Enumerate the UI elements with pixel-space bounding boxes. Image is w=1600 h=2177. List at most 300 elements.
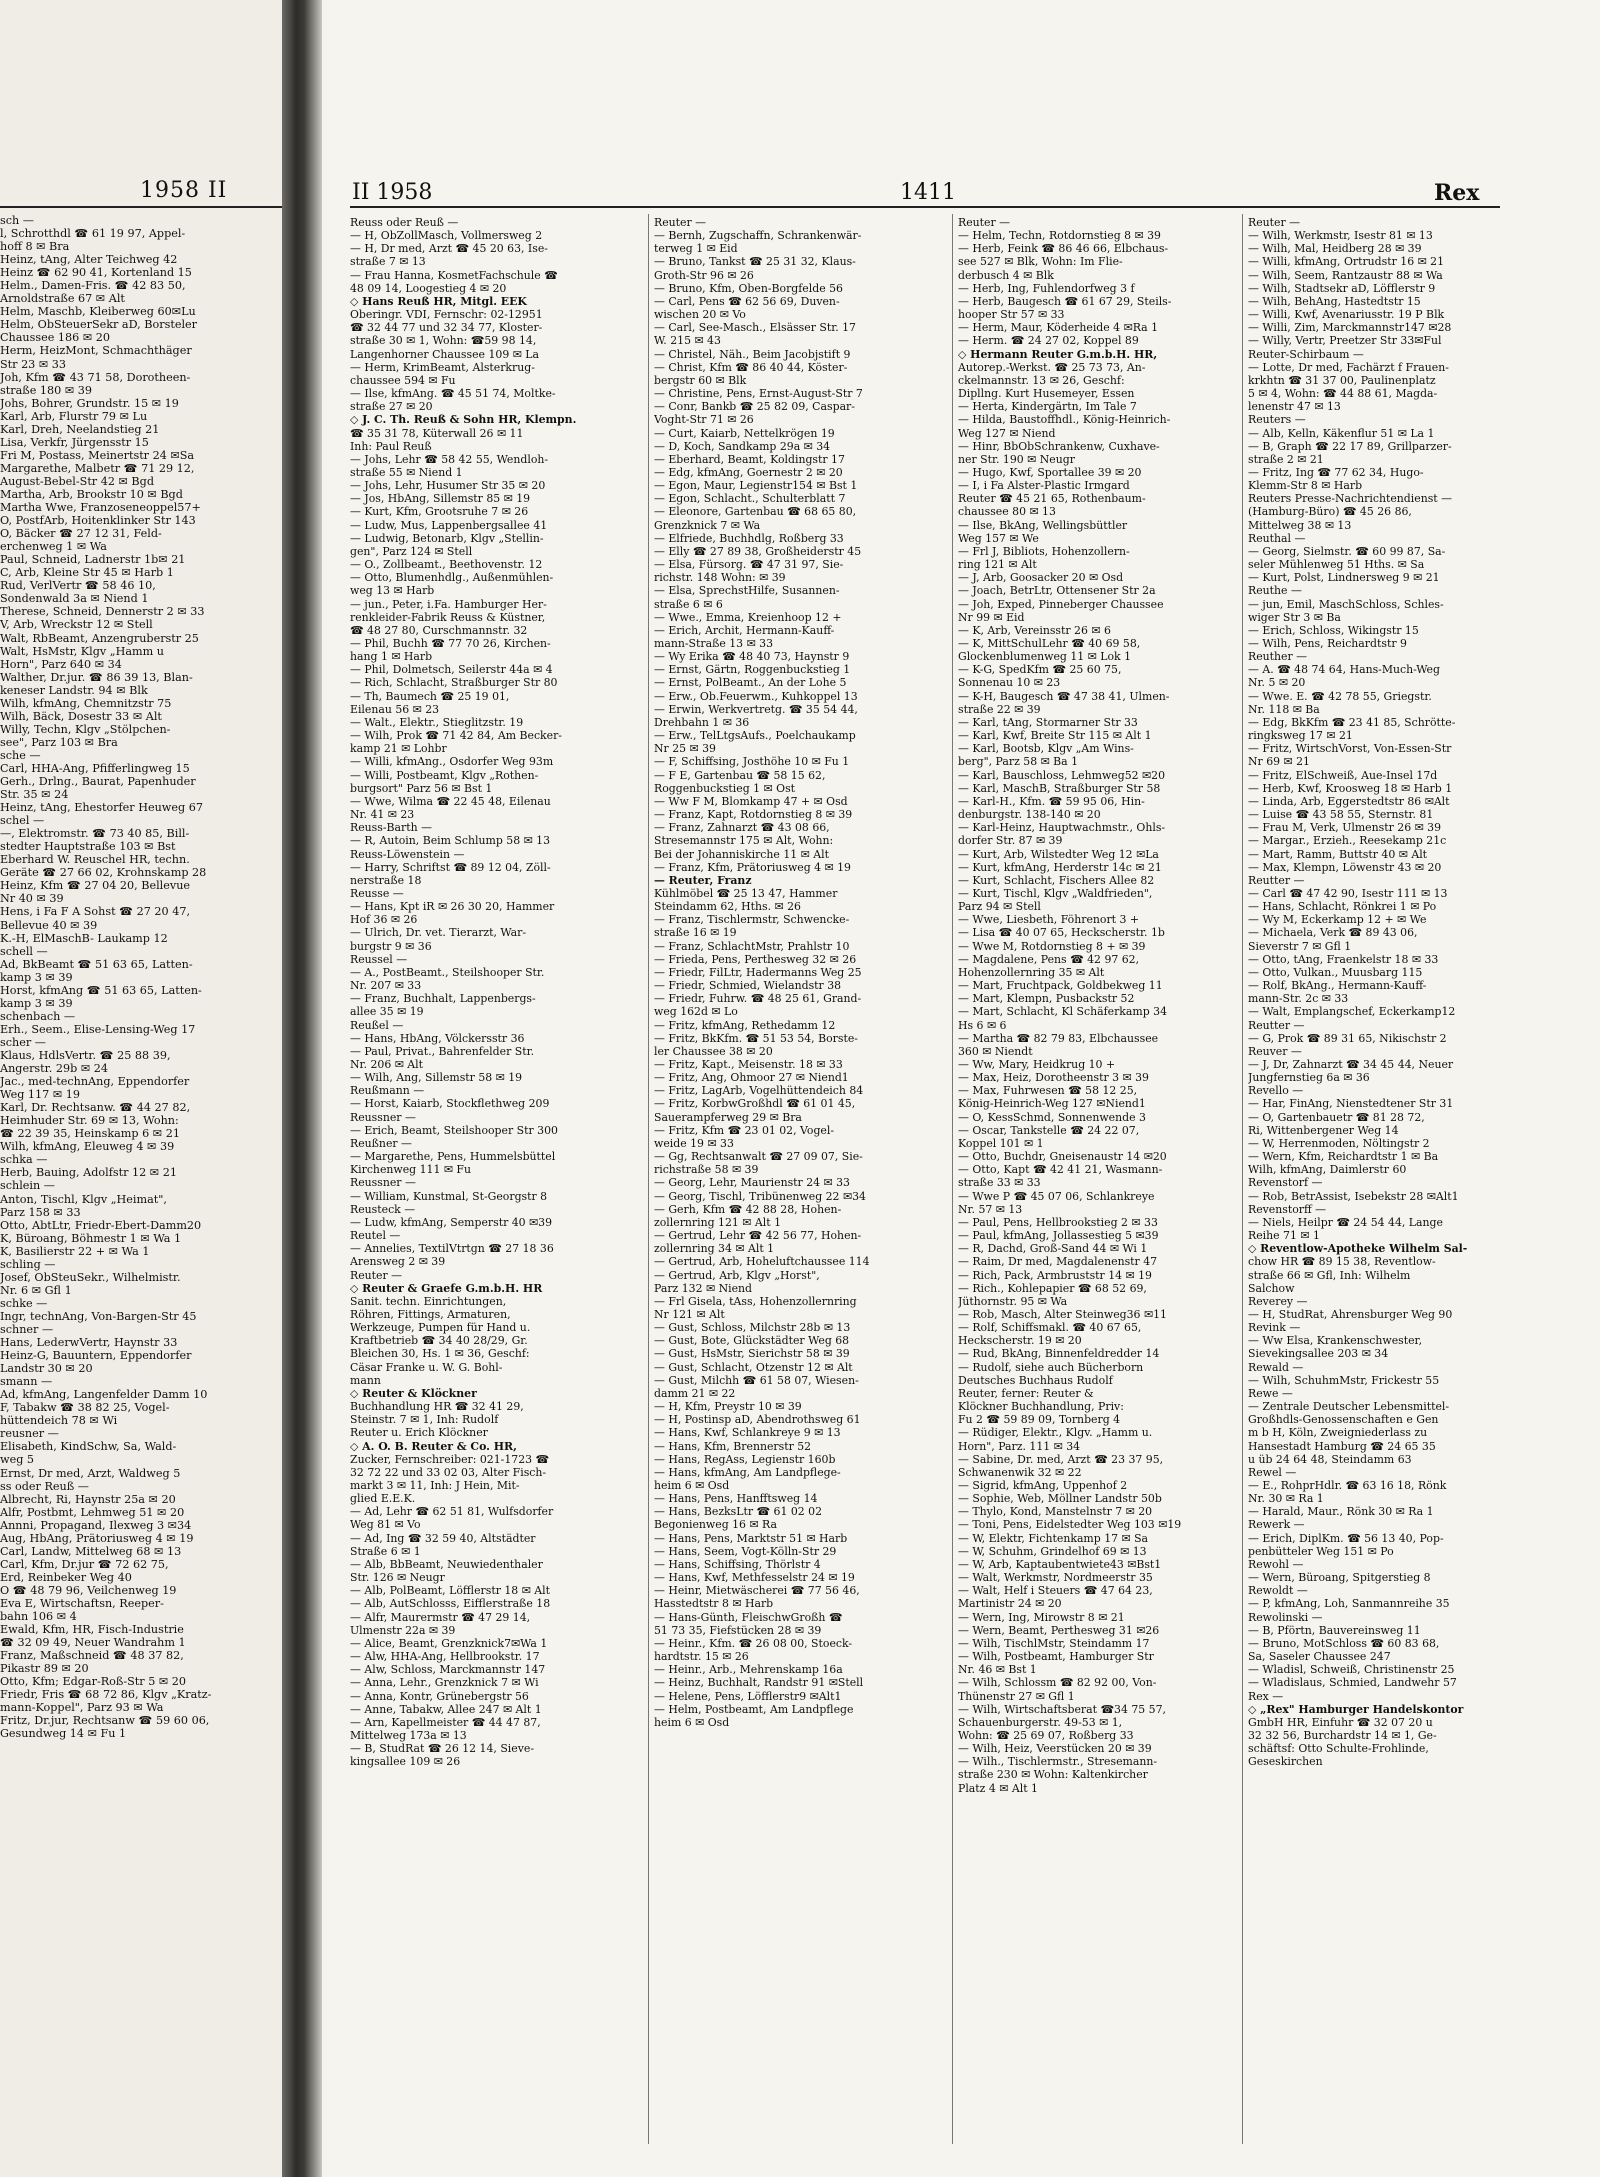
directory-entry-line: GmbH HR, Einfuhr ☎ 32 07 20 u [1248, 1715, 1433, 1729]
directory-entry-line: Chaussee 186 ✉ 20 [0, 331, 110, 345]
directory-entry-line: — Hans, Schiffsing, Thörlstr 4 [654, 1557, 821, 1571]
directory-entry-line: Reverey — [1248, 1294, 1308, 1308]
directory-entry-line: Reusse — [350, 886, 404, 900]
directory-entry-line: Alfr, Postbmt, Lehmweg 51 ✉ 20 [0, 1505, 185, 1519]
directory-entry-line: — K-G, SpedKfm ☎ 25 60 75, [958, 663, 1122, 677]
directory-entry-line: — F, Schiffsing, Josthöhe 10 ✉ Fu 1 [654, 755, 850, 769]
directory-entry-line: Nr. 57 ✉ 13 [958, 1202, 1023, 1216]
directory-entry-line: chaussee 80 ✉ 13 [958, 505, 1056, 519]
directory-entry-line: mann [350, 1373, 381, 1387]
directory-entry-line: ◇ Hermann Reuter G.m.b.H. HR, [958, 347, 1158, 361]
directory-entry-line: — K-H, Baugesch ☎ 47 38 41, Ulmen- [958, 689, 1170, 703]
directory-entry-line: Kraftbetrieb ☎ 34 40 28/29, Gr. [350, 1334, 528, 1348]
directory-entry-line: — Hans, Schlacht, Rönkrei 1 ✉ Po [1248, 900, 1437, 914]
directory-entry-line: Jungfernstieg 6a ✉ 36 [1248, 1071, 1370, 1085]
directory-entry-line: — Elly ☎ 27 89 38, Großheiderstr 45 [654, 544, 862, 558]
directory-entry-line: — Ludw, kfmAng, Semperstr 40 ✉39 [350, 1215, 553, 1229]
directory-entry-line: — Hans, HbAng, Völckersstr 36 [350, 1031, 525, 1045]
directory-entry-line: — Erich, Schloss, Wikingstr 15 [1248, 623, 1419, 637]
directory-entry-line: — Oscar, Tankstelle ☎ 24 22 07, [958, 1123, 1140, 1137]
directory-entry-line: — Georg, Lehr, Maurienstr 24 ✉ 33 [654, 1176, 850, 1190]
directory-entry-line: — Rob, Masch, Alter Steinweg36 ✉11 [958, 1307, 1167, 1321]
directory-column-4 [1248, 216, 1500, 1768]
directory-entry-line: Roggenbuckstieg 1 ✉ Ost [654, 781, 796, 795]
directory-entry-line: — Margar., Erzieh., Reesekamp 21c [1248, 834, 1447, 848]
directory-entry-line: bergstr 60 ✉ Blk [654, 373, 747, 387]
directory-entry-line: Fri M, Postass, Meinertstr 24 ✉Sa [0, 448, 195, 462]
directory-entry-line: — Luise ☎ 43 58 55, Sternstr. 81 [1248, 808, 1434, 822]
directory-entry-line: hoff 8 ✉ Bra [0, 240, 70, 254]
directory-entry-line: heim 6 ✉ Osd [654, 1479, 730, 1492]
directory-entry-line: Wilh, kfmAng, Chemnitzstr 75 [0, 696, 172, 710]
directory-entry-line: — Alice, Beamt, Grenzknick7✉Wa 1 [350, 1636, 548, 1650]
directory-entry-line: — Kurt, Tischl, Klgv „Waldfrieden", [958, 886, 1153, 900]
directory-entry-line: O, Bäcker ☎ 27 12 31, Feld- [0, 527, 162, 541]
directory-entry-line: — Ilse, BkAng, Wellingsbüttler [958, 518, 1128, 532]
directory-entry-line: Reuss-Barth — [350, 821, 432, 835]
directory-entry-line: Erh., Seem., Elise-Lensing-Weg 17 [0, 1022, 196, 1036]
directory-entry-line: Herb, Bauing, Adolfstr 12 ✉ 21 [0, 1166, 177, 1180]
directory-entry-line: — Rich, Pack, Armbruststr 14 ✉ 19 [958, 1268, 1152, 1282]
directory-entry-line: — Hans, BezksLtr ☎ 61 02 02 [654, 1505, 823, 1519]
directory-entry-line: — Walt, Helf i Steuers ☎ 47 64 23, [958, 1584, 1153, 1598]
directory-entry-line: — Franz, Tischlermstr, Schwencke- [654, 913, 850, 927]
directory-entry-line: — Fritz, WirtschVorst, Von-Essen-Str [1248, 742, 1452, 756]
directory-entry-line: Nr 25 ✉ 39 [654, 742, 716, 756]
directory-entry-line: 5 ✉ 4, Wohn: ☎ 44 88 61, Magda- [1248, 387, 1438, 401]
directory-entry-line: Revenstorf — [1248, 1176, 1323, 1190]
directory-entry-line: Horn", Parz 640 ✉ 34 [0, 657, 122, 671]
directory-entry-line: — Wilh., Tischlermstr., Stresemann- [958, 1755, 1158, 1769]
directory-entry-line: Autorep.-Werkst. ☎ 25 73 73, An- [958, 360, 1146, 374]
directory-entry-line: — Wwe. E. ☎ 42 78 55, Griegstr. [1248, 689, 1432, 703]
directory-entry-line: chow HR ☎ 89 15 38, Reventlow- [1248, 1255, 1436, 1269]
directory-entry-line: — Mart, Schlacht, Kl Schäferkamp 34 [958, 1005, 1168, 1019]
directory-entry-line: Geseskirchen [1248, 1755, 1323, 1769]
directory-entry-line: — Horst, Kaiarb, Stockflethweg 209 [350, 1097, 550, 1111]
directory-entry-line: — Elsa, Fürsorg. ☎ 47 31 97, Sie- [654, 558, 844, 572]
directory-entry-line: Parz 158 ✉ 33 [0, 1205, 81, 1219]
directory-entry-line: — Gertrud, Arb, Hoheluftchaussee 114 [654, 1255, 870, 1269]
directory-entry-line: stedter Hauptstraße 103 ✉ Bst [0, 840, 176, 854]
directory-entry-line: Rewald — [1248, 1360, 1304, 1374]
directory-entry-line: — Raim, Dr med, Magdalenenstr 47 [958, 1255, 1158, 1269]
directory-entry-line: — O, Gartenbauetr ☎ 81 28 72, [1248, 1110, 1425, 1124]
directory-entry-line: Kirchenweg 111 ✉ Fu [350, 1163, 472, 1177]
directory-entry-line: — Rolf, BkAng., Hermann-Kauff- [1248, 979, 1427, 993]
directory-entry-line: 32 32 56, Burchardstr 14 ✉ 1, Ge- [1248, 1728, 1437, 1742]
directory-entry-line: F, Tabakw ☎ 38 82 25, Vogel- [0, 1401, 170, 1415]
directory-entry-line: — Karl-H., Kfm. ☎ 59 95 06, Hin- [958, 794, 1145, 808]
directory-entry-line: — Fritz, Kfm ☎ 23 01 02, Vogel- [654, 1123, 835, 1137]
directory-entry-line: glied E.E.K. [350, 1492, 416, 1506]
directory-entry-line: Klaus, HdlsVertr. ☎ 25 88 39, [0, 1049, 171, 1062]
directory-entry-line: — Fritz, BkKfm. ☎ 51 53 54, Borste- [654, 1031, 858, 1045]
directory-entry-line: Nr. 118 ✉ Ba [1248, 702, 1320, 716]
directory-entry-line: Schwanenwik 32 ✉ 22 [958, 1465, 1082, 1479]
directory-entry-line: — Willi, kfmAng., Osdorfer Weg 93m [350, 755, 554, 769]
directory-entry-line: bahn 106 ✉ 4 [0, 1610, 77, 1624]
directory-entry-line: — Karl, Kwf, Breite Str 115 ✉ Alt 1 [958, 729, 1152, 743]
directory-entry-line: — Paul, Privat., Bahrenfelder Str. [350, 1044, 535, 1058]
directory-entry-line: Gesundweg 14 ✉ Fu 1 [0, 1727, 127, 1741]
directory-entry-line: Johs, Bohrer, Grundstr. 15 ✉ 19 [0, 396, 179, 410]
directory-column-2 [654, 216, 948, 1729]
directory-entry-line: — Heinr., Arb., Mehrenskamp 16a [654, 1663, 843, 1677]
directory-entry-line: — Wwe P ☎ 45 07 06, Schlankreye [958, 1189, 1155, 1203]
directory-entry-line: — Wilh, SchuhmMstr, Frickestr 55 [1248, 1373, 1440, 1387]
directory-entry-line: — Frl J, Bibliots, Hohenzollern- [958, 544, 1130, 558]
directory-entry-line: — Herm. ☎ 24 27 02, Koppel 89 [958, 334, 1139, 348]
directory-entry-line: — Fritz, Kapt., Meisenstr. 18 ✉ 33 [654, 1058, 843, 1071]
right-page [322, 0, 1600, 2177]
directory-entry-line: — Hans, Kpt iR ✉ 26 30 20, Hammer [350, 900, 555, 914]
directory-entry-line: — Har, FinAng, Nienstedtener Str 31 [1248, 1097, 1454, 1111]
directory-entry-line: — Alb, AutSchlosss, Eifflerstraße 18 [350, 1597, 551, 1611]
directory-entry-line: — O, KessSchmd, Sonnenwende 3 [958, 1110, 1146, 1124]
directory-entry-line: Reuter u. Erich Klöckner [350, 1426, 488, 1440]
directory-entry-line: Reuter — [350, 1268, 403, 1282]
directory-entry-line: — Michaela, Verk ☎ 89 43 06, [1248, 926, 1418, 940]
directory-entry-line: — Frl Gisela, tAss, Hohenzollernring [654, 1294, 857, 1308]
page-label: II 1958 [352, 180, 433, 205]
directory-entry-line: schell — [0, 944, 48, 958]
directory-entry-line: — Erw., TelLtgsAufs., Poelchaukamp [654, 729, 856, 743]
directory-entry-line: Reuters — [1248, 413, 1306, 427]
directory-entry-line: — G, Prok ☎ 89 31 65, Nikischstr 2 [1248, 1031, 1447, 1045]
directory-entry-line: — Karl, MaschB, Straßburger Str 58 [958, 781, 1161, 795]
directory-entry-line: — Mart, Klempn, Pusbackstr 52 [958, 992, 1135, 1006]
directory-entry-line: Inh: Paul Reuß [350, 439, 432, 453]
directory-entry-line: — Harald, Maur., Rönk 30 ✉ Ra 1 [1248, 1505, 1434, 1519]
directory-entry-line: — Eberhard, Beamt, Koldingstr 17 [654, 452, 845, 466]
directory-entry-line: — Herb, Kwf, Kroosweg 18 ✉ Harb 1 [1248, 781, 1453, 795]
directory-entry-line: — Wwe M, Rotdornstieg 8 + ✉ 39 [958, 939, 1146, 953]
directory-entry-line: Karl, Arb, Flurstr 79 ✉ Lu [0, 409, 148, 423]
directory-entry-line: — Walt, Werkmstr, Nordmeerstr 35 [958, 1571, 1153, 1585]
directory-entry-line: ner Str. 190 ✉ Neugr [958, 452, 1075, 466]
directory-entry-line: — E., RohprHdlr. ☎ 63 16 18, Rönk [1248, 1479, 1447, 1492]
directory-entry-line: straße 180 ✉ 39 [0, 383, 92, 397]
directory-entry-line: nerstraße 18 [350, 873, 422, 887]
directory-entry-line: Otto, AbtLtr, Friedr-Ebert-Damm20 [0, 1218, 202, 1232]
directory-entry-line: ☎ 22 39 35, Heinskamp 6 ✉ 21 [0, 1127, 180, 1141]
directory-entry-line: — Willi, Kwf, Avenariusstr. 19 P Blk [1248, 308, 1445, 322]
directory-entry-line: straße 66 ✉ Gfl, Inh: Wilhelm [1248, 1268, 1411, 1282]
directory-entry-line: — Rudolf, siehe auch Bücherborn [958, 1360, 1144, 1374]
directory-entry-line: — Bruno, MotSchloss ☎ 60 83 68, [1248, 1636, 1440, 1650]
directory-entry-line: Ulmenstr 22a ✉ 39 [350, 1623, 456, 1637]
left-header-rule [0, 206, 282, 208]
page-number: 1411 [900, 180, 956, 205]
directory-entry-line: Bleichen 30, Hs. 1 ✉ 36, Geschf: [350, 1347, 530, 1361]
directory-entry-line: — Georg, Tischl, Tribünenweg 22 ✉34 [654, 1189, 866, 1203]
directory-entry-line: u üb 24 64 48, Steindamm 63 [1248, 1452, 1412, 1466]
directory-entry-line: — Reuter, Franz [654, 873, 752, 887]
directory-entry-line: kamp 3 ✉ 39 [0, 970, 73, 984]
directory-entry-line: Hens, i Fa F A Sohst ☎ 27 20 47, [0, 905, 191, 919]
directory-entry-line: — Paul, kfmAng, Jollassestieg 5 ✉39 [958, 1229, 1159, 1243]
directory-entry-line: kingsallee 109 ✉ 26 [350, 1755, 461, 1769]
directory-entry-line: burgstr 9 ✉ 36 [350, 939, 432, 953]
directory-entry-line: scher — [0, 1035, 46, 1049]
directory-entry-line: — Franz, Kapt, Rotdornstieg 8 ✉ 39 [654, 808, 853, 822]
directory-entry-line: — Rolf, Schiffsmakl. ☎ 40 67 65, [958, 1321, 1142, 1335]
directory-entry-line: Reusteck — [350, 1202, 416, 1216]
directory-entry-line: straße 55 ✉ Niend 1 [350, 465, 463, 479]
directory-entry-line: Nr. 30 ✉ Ra 1 [1248, 1492, 1324, 1506]
directory-entry-line: — Gust, Bote, Glückstädter Weg 68 [654, 1334, 850, 1348]
directory-entry-line: Eilenau 56 ✉ 23 [350, 702, 440, 716]
directory-entry-line: Revink — [1248, 1321, 1301, 1335]
directory-entry-line: — Bruno, Kfm, Oben-Borgfelde 56 [654, 281, 843, 295]
directory-entry-line: Nr. 6 ✉ Gfl 1 [0, 1283, 72, 1297]
directory-entry-line: Stresemannstr 175 ✉ Alt, Wohn: [654, 834, 834, 848]
directory-entry-line: — Ludwig, Betonarb, Klgv „Stellin- [350, 531, 544, 545]
directory-entry-line: schlein — [0, 1179, 55, 1193]
directory-entry-line: — O., Zollbeamt., Beethovenstr. 12 [350, 558, 543, 572]
directory-entry-line: — Hans-Günth, FleischwGroßh ☎ [654, 1610, 843, 1624]
directory-entry-line: (Hamburg-Büro) ☎ 45 26 86, [1248, 505, 1412, 519]
directory-entry-line: Joh, Kfm ☎ 43 71 58, Dorotheen- [0, 370, 191, 384]
directory-entry-line: — Gertrud, Arb, Klgv „Horst", [654, 1268, 820, 1282]
directory-entry-line: — Harry, Schriftst ☎ 89 12 04, Zöll- [350, 860, 551, 874]
directory-entry-line: Helm, Maschb, Kleiberweg 60✉Lu [0, 305, 196, 319]
directory-entry-line: Wilh, kfmAng, Daimlerstr 60 [1248, 1163, 1407, 1177]
directory-entry-line: — Carl, See-Masch., Elsässer Str. 17 [654, 321, 856, 335]
directory-entry-line: ◇ Reventlow-Apotheke Wilhelm Sal- [1248, 1242, 1468, 1256]
directory-entry-line: Nr 69 ✉ 21 [1248, 755, 1310, 769]
directory-entry-line: Anton, Tischl, Klgv „Heimat", [0, 1192, 167, 1206]
directory-entry-line: — Herm, KrimBeamt, Alsterkrug- [350, 360, 535, 374]
directory-entry-line: — Christ, Kfm ☎ 86 40 44, Köster- [654, 360, 848, 374]
directory-entry-line: — Alb, Kelln, Käkenflur 51 ✉ La 1 [1248, 426, 1435, 440]
directory-entry-line: Wilh, kfmAng, Eleuweg 4 ✉ 39 [0, 1140, 175, 1154]
directory-entry-line: Sonnenau 10 ✉ 23 [958, 676, 1061, 690]
directory-entry-line: berg", Parz 58 ✉ Ba 1 [958, 755, 1079, 769]
directory-entry-line: Ad, BkBeamt ☎ 51 63 65, Latten- [0, 957, 193, 971]
directory-entry-line: Annni, Propagand, Ilexweg 3 ✉34 [0, 1518, 192, 1532]
directory-entry-line: — Bernh, Zugschaffn, Schrankenwär- [654, 229, 862, 243]
directory-entry-line: — Erich, Beamt, Steilshooper Str 300 [350, 1123, 558, 1137]
directory-entry-line: markt 3 ✉ 11, Inh: J Hein, Mit- [350, 1479, 520, 1492]
directory-entry-line: 32 72 22 und 33 02 03, Alter Fisch- [350, 1465, 547, 1479]
directory-entry-line: denburgstr. 138-140 ✉ 20 [958, 808, 1101, 822]
directory-entry-line: — J, Dr, Zahnarzt ☎ 34 45 44, Neuer [1248, 1058, 1454, 1071]
directory-entry-line: O ☎ 48 79 96, Veilchenweg 19 [0, 1583, 177, 1597]
directory-entry-line: — Joach, BetrLtr, Ottensener Str 2a [958, 584, 1156, 598]
directory-entry-line: — Helm, Postbeamt, Am Landpflege [654, 1702, 854, 1716]
directory-entry-line: — Edg, kfmAng, Goernestr 2 ✉ 20 [654, 465, 843, 479]
directory-entry-line: — Phil, Dolmetsch, Seilerstr 44a ✉ 4 [350, 663, 553, 677]
directory-entry-line: Reußel — [350, 1018, 404, 1032]
directory-entry-line: K.-H, ElMaschB- Laukamp 12 [0, 931, 168, 945]
directory-entry-line: richstraße 58 ✉ 39 [654, 1163, 759, 1177]
directory-entry-line: Reußner — [350, 1136, 412, 1150]
directory-entry-line: Hasstedtstr 8 ✉ Harb [654, 1597, 774, 1611]
directory-entry-line: — Gust, HsMstr, Sierichstr 58 ✉ 39 [654, 1347, 850, 1361]
directory-entry-line: — Fritz, kfmAng, Rethedamm 12 [654, 1018, 836, 1032]
directory-entry-line: — Gust, Schloss, Milchstr 28b ✉ 13 [654, 1321, 851, 1335]
directory-entry-line: Nr. 206 ✉ Alt [350, 1058, 424, 1071]
directory-entry-line: — Friedr, FilLtr, Hadermanns Weg 25 [654, 965, 862, 979]
directory-entry-line: — K, Arb, Vereinsstr 26 ✉ 6 [958, 623, 1111, 637]
directory-entry-line: — Thylo, Kond, Manstelnstr 7 ✉ 20 [958, 1505, 1153, 1519]
directory-entry-line: — Gust, Milchh ☎ 61 58 07, Wiesen- [654, 1373, 859, 1387]
directory-entry-line: — Wilh, Werkmstr, Isestr 81 ✉ 13 [1248, 229, 1433, 243]
directory-entry-line: — Fritz, LagArb, Vogelhüttendeich 84 [654, 1084, 864, 1098]
directory-entry-line: — Hilda, Baustoffhdl., König-Heinrich- [958, 413, 1171, 427]
directory-entry-line: Martinistr 24 ✉ 20 [958, 1597, 1062, 1611]
directory-entry-line: — Bruno, Tankst ☎ 25 31 32, Klaus- [654, 255, 856, 269]
directory-entry-line: see", Parz 103 ✉ Bra [0, 735, 118, 749]
directory-entry-line: — Karl, Bootsb, Klgv „Am Wins- [958, 742, 1134, 756]
directory-entry-line: — Wilh, TischlMstr, Steindamm 17 [958, 1636, 1150, 1650]
directory-entry-line: Bei der Johanniskirche 11 ✉ Alt [654, 847, 829, 861]
directory-entry-line: — Franz, Kfm, Prätoriusweg 4 ✉ 19 [654, 860, 851, 874]
directory-entry-line: — Hans, Pens, Hanfftsweg 14 [654, 1492, 818, 1506]
directory-entry-line: Aug, HbAng, Prätoriusweg 4 ✉ 19 [0, 1531, 194, 1545]
directory-entry-line: Weg 157 ✉ We [958, 531, 1039, 545]
directory-entry-line: Revenstorff — [1248, 1202, 1327, 1216]
directory-entry-line: damm 21 ✉ 22 [654, 1386, 736, 1400]
directory-entry-line: ◇ „Rex" Hamburger Handelskontor [1248, 1702, 1464, 1716]
directory-entry-line: — Wladislaus, Schmied, Landwehr 57 [1248, 1676, 1457, 1690]
directory-entry-line: — Gust, Schlacht, Otzenstr 12 ✉ Alt [654, 1360, 853, 1374]
directory-entry-line: — Herb, Baugesch ☎ 61 67 29, Steils- [958, 294, 1172, 308]
directory-entry-line: krkhtn ☎ 31 37 00, Paulinenplatz [1248, 373, 1436, 387]
directory-entry-line: — Walt, Emplangschef, Eckerkamp12 [1248, 1005, 1456, 1019]
directory-entry-line: schling — [0, 1257, 56, 1271]
directory-entry-line: ss oder Reuß — [0, 1479, 89, 1493]
directory-entry-line: — Otto, Blumenhdlg., Außenmühlen- [350, 571, 554, 585]
directory-entry-line: — Mart, Fruchtpack, Goldbekweg 11 [958, 979, 1163, 993]
directory-entry-line: 48 09 14, Loogestieg 4 ✉ 20 [350, 281, 507, 295]
directory-entry-line: — Christine, Pens, Ernst-August-Str 7 [654, 387, 863, 401]
directory-entry-line: Karl, Dr. Rechtsanw. ☎ 44 27 82, [0, 1101, 191, 1115]
directory-entry-line: — Rüdiger, Elektr., Klgv. „Hamm u. [958, 1426, 1153, 1440]
directory-entry-line: — Erwin, Werkvertretg. ☎ 35 54 44, [654, 702, 858, 716]
directory-entry-line: Ad, kfmAng, Langenfelder Damm 10 [0, 1388, 208, 1402]
directory-entry-line: — Ww Elsa, Krankenschwester, [1248, 1334, 1423, 1348]
directory-entry-line: straße 7 ✉ 13 [350, 255, 426, 269]
directory-entry-line: — Wilh, Schlossm ☎ 82 92 00, Von- [958, 1676, 1157, 1690]
directory-entry-line: — Toni, Pens, Eidelstedter Weg 103 ✉19 [958, 1518, 1182, 1532]
directory-entry-line: Oberingr. VDI, Fernschr: 02-12951 [350, 308, 543, 322]
directory-entry-line: straße 2 ✉ 21 [1248, 452, 1324, 466]
directory-entry-line: August-Bebel-Str 42 ✉ Bgd [0, 474, 154, 488]
directory-entry-line: — Fritz, ElSchweiß, Aue-Insel 17d [1248, 768, 1438, 782]
directory-entry-line: Reutter — [1248, 873, 1305, 887]
directory-entry-line: — Erich, DiplKm. ☎ 56 13 40, Pop- [1248, 1531, 1444, 1545]
directory-entry-line: zollernring 34 ✉ Alt 1 [654, 1242, 775, 1256]
left-page-column [0, 214, 282, 1740]
directory-entry-line: — Otto, Kapt ☎ 42 41 21, Wasmann- [958, 1163, 1163, 1177]
directory-entry-line: Rewoldt — [1248, 1584, 1308, 1598]
directory-entry-line: — Wwe, Liesbeth, Föhrenort 3 + [958, 913, 1140, 927]
directory-entry-line: weide 19 ✉ 33 [654, 1136, 734, 1150]
directory-entry-line: — Linda, Arb, Eggerstedtstr 86 ✉Alt [1248, 794, 1450, 808]
directory-entry-line: König-Heinrich-Weg 127 ✉Niend1 [958, 1097, 1146, 1111]
directory-entry-line: — Rich., Kohlepapier ☎ 68 52 69, [958, 1281, 1147, 1295]
directory-entry-line: Nr 40 ✉ 39 [0, 892, 64, 906]
directory-entry-line: derbusch 4 ✉ Blk [958, 268, 1054, 282]
directory-entry-line: renkleider-Fabrik Reuss & Küstner, [350, 610, 546, 624]
directory-entry-line: Mittelweg 173a ✉ 13 [350, 1728, 467, 1742]
directory-entry-line: — W, Arb, Kaptaubentwiete43 ✉Bst1 [958, 1557, 1162, 1571]
directory-entry-line: — Lisa ☎ 40 07 65, Heckscherstr. 1b [958, 926, 1165, 940]
directory-entry-line: — Ernst, Gärtn, Roggenbuckstieg 1 [654, 663, 851, 677]
directory-entry-line: — Hans, Kwf, Methfesselstr 24 ✉ 19 [654, 1571, 855, 1585]
directory-entry-line: — Helm, Techn, Rotdornstieg 8 ✉ 39 [958, 229, 1161, 243]
directory-entry-line: — Max, Heiz, Dorotheenstr 3 ✉ 39 [958, 1071, 1149, 1085]
directory-entry-line: Bellevue 40 ✉ 39 [0, 918, 98, 932]
directory-entry-line: Fritz, Dr.jur, Rechtsanw ☎ 59 60 06, [0, 1714, 210, 1728]
directory-entry-line: W. 215 ✉ 43 [654, 334, 721, 348]
directory-entry-line: gen", Parz 124 ✉ Stell [350, 544, 473, 558]
directory-entry-line: — Anne, Tabakw, Allee 247 ✉ Alt 1 [350, 1702, 542, 1716]
directory-entry-line: Röhren, Fittings, Armaturen, [350, 1307, 511, 1321]
directory-entry-line: Sieverstr 7 ✉ Gfl 1 [1248, 939, 1352, 953]
directory-entry-line: Str. 126 ✉ Neugr [350, 1571, 445, 1585]
directory-entry-line: Sondenwald 3a ✉ Niend 1 [0, 592, 149, 606]
directory-entry-line: l, Schrotthdl ☎ 61 19 97, Appel- [0, 227, 186, 241]
directory-entry-line: — A., PostBeamt., Steilshooper Str. [350, 965, 545, 979]
directory-entry-line: Reuver — [1248, 1044, 1302, 1058]
directory-entry-line: Weg 127 ✉ Niend [958, 426, 1056, 440]
directory-entry-line: Salchow [1248, 1281, 1295, 1295]
directory-entry-line: Erd, Reinbeker Weg 40 [0, 1570, 132, 1584]
directory-entry-line: — Ernst, PolBeamt., An der Lohe 5 [654, 676, 847, 690]
directory-entry-line: Angerstr. 29b ✉ 24 [0, 1062, 109, 1076]
directory-entry-line: — Fritz, KorbwGroßhdl ☎ 61 01 45, [654, 1097, 856, 1111]
directory-entry-line: straße 33 ✉ 33 [958, 1176, 1041, 1190]
directory-entry-line: schka — [0, 1153, 48, 1167]
directory-entry-line: — Wilh, Seem, Rantzaustr 88 ✉ Wa [1248, 268, 1443, 282]
directory-entry-line: — Willi, Zim, Marckmannstr147 ✉28 [1248, 321, 1452, 335]
directory-entry-line: — Ulrich, Dr. vet. Tierarzt, War- [350, 926, 527, 940]
directory-entry-line: — Erw., Ob.Feuerwm., Kuhkoppel 13 [654, 689, 858, 703]
directory-entry-line: 360 ✉ Niendt [958, 1044, 1033, 1058]
directory-entry-line: Begonienweg 16 ✉ Ra [654, 1518, 777, 1532]
directory-entry-line: Herm, HeizMont, Schmachthäger [0, 344, 192, 358]
directory-entry-line: Sievekingsallee 203 ✉ 34 [1248, 1347, 1389, 1361]
directory-entry-line: straße 16 ✉ 19 [654, 926, 737, 940]
directory-entry-line: schke — [0, 1296, 48, 1310]
directory-entry-line: Martha Wwe, Franzoseneoppel57+ [0, 501, 201, 515]
directory-entry-line: ringksweg 17 ✉ 21 [1248, 729, 1353, 743]
directory-entry-line: Wohn: ☎ 25 69 07, Roßberg 33 [958, 1728, 1134, 1742]
directory-entry-line: — Wilh, Mal, Heidberg 28 ✉ 39 [1248, 242, 1422, 256]
directory-entry-line: zollernring 121 ✉ Alt 1 [654, 1215, 782, 1229]
directory-entry-line: — Heinr., Kfm. ☎ 26 08 00, Stoeck- [654, 1636, 853, 1650]
directory-entry-line: — P, kfmAng, Loh, Sanmannreihe 35 [1248, 1597, 1450, 1611]
directory-entry-line: wischen 20 ✉ Vo [654, 308, 746, 322]
directory-entry-line: ◇ J. C. Th. Reuß & Sohn HR, Klempn. [350, 413, 577, 427]
directory-entry-line: V, Arb, Wreckstr 12 ✉ Stell [0, 618, 153, 632]
directory-entry-line: keneser Landstr. 94 ✉ Blk [0, 683, 148, 697]
directory-entry-line: — Karl, tAng, Stormarner Str 33 [958, 715, 1138, 729]
directory-entry-line: Reuthal — [1248, 531, 1306, 545]
column-divider [952, 214, 953, 2144]
book-gutter [282, 0, 322, 2177]
directory-entry-line: — Ad, Ing ☎ 32 59 40, Altstädter [350, 1531, 536, 1545]
directory-entry-line: hooper Str 57 ✉ 33 [958, 308, 1065, 322]
directory-entry-line: Walt, RbBeamt, Anzengruberstr 25 [0, 631, 199, 645]
directory-entry-line: — Martha ☎ 82 79 83, Elbchaussee [958, 1031, 1159, 1045]
directory-entry-line: Wilh, Bäck, Dosestr 33 ✉ Alt [0, 709, 162, 723]
directory-entry-line: Pikastr 89 ✉ 20 [0, 1662, 89, 1676]
